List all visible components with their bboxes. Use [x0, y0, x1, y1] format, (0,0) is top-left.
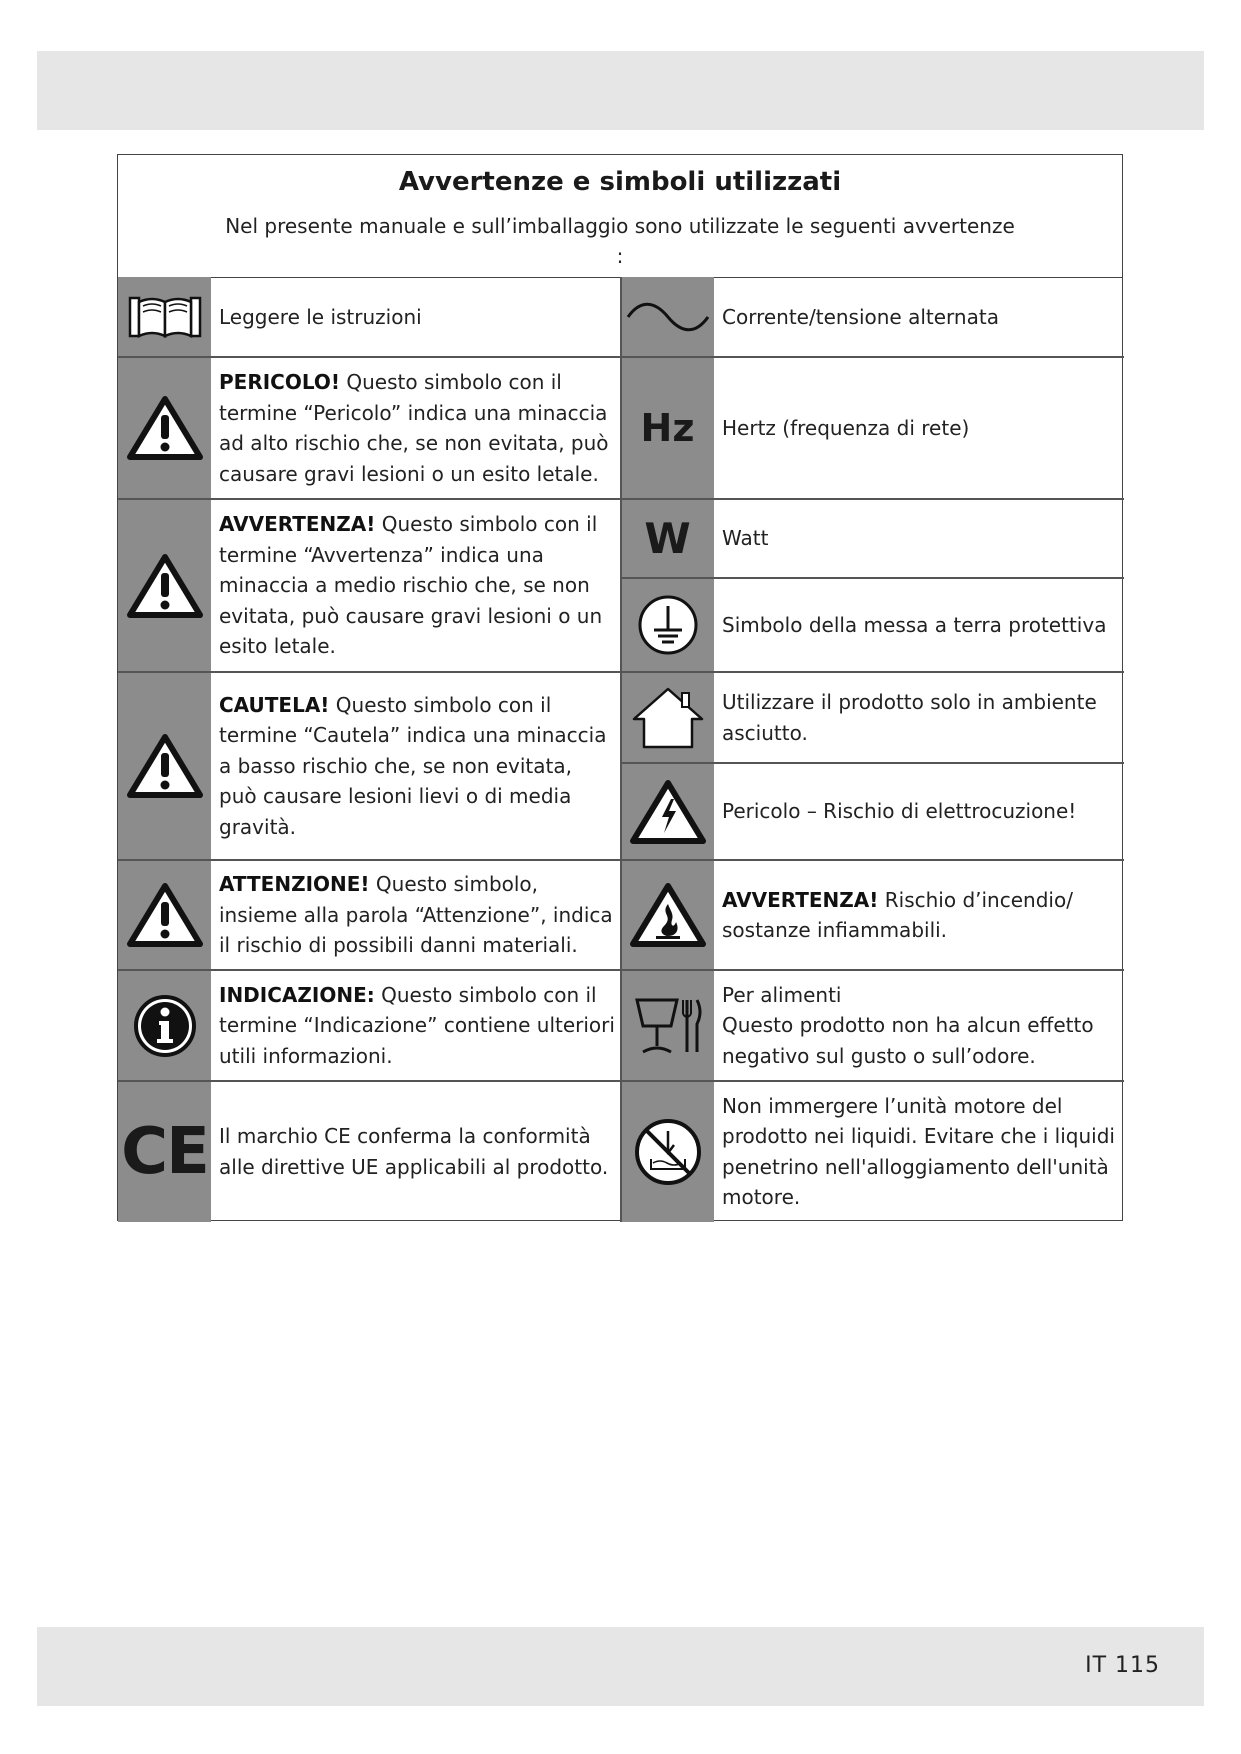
- do-not-immerse-icon: [621, 1081, 714, 1222]
- watt-icon: [621, 499, 714, 578]
- list-item: [211, 970, 621, 1081]
- list-item: [211, 357, 621, 499]
- row-divider: [118, 969, 621, 971]
- list-item: [714, 277, 1124, 357]
- item-text: Questo simbolo con il termine “Pericolo” indica una minaccia ad alto rischio che, se non evitata, può causare gravi lesioni o un esito letale.: [219, 370, 609, 486]
- item-label: AVVERTENZA!: [219, 512, 376, 537]
- watt-text: W: [644, 514, 691, 563]
- header-band: [37, 51, 1204, 130]
- protective-earth-icon: [621, 578, 714, 672]
- indoor-use-icon: [621, 672, 714, 763]
- info-icon: [118, 970, 211, 1081]
- footer-band: [37, 1627, 1204, 1706]
- item-text: Pericolo – Rischio di elettrocuzione!: [722, 799, 1077, 824]
- item-label: AVVERTENZA!: [722, 887, 879, 912]
- page-title: Avvertenze e simboli utilizzati: [398, 167, 842, 197]
- list-item: [211, 672, 621, 860]
- item-text: Questo simbolo con il termine “Cautela” indica una minaccia a basso rischio che, se non evitata, può causare lesioni lievi o di media gravità.: [219, 692, 607, 839]
- item-text: Simbolo della messa a terra protettiva: [722, 612, 1107, 637]
- table-subtitle: [118, 211, 1122, 271]
- item-text: Questo simbolo, insieme alla parola “Attenzione”, indica il rischio di possibili danni materiali.: [219, 872, 613, 958]
- row-divider: [621, 498, 1124, 500]
- list-item: [211, 277, 621, 357]
- hertz-text: Hz: [640, 406, 695, 450]
- item-text: Per alimenti: [722, 982, 842, 1007]
- item-text: Hertz (frequenza di rete): [722, 415, 970, 440]
- hertz-icon: [621, 357, 714, 499]
- subtitle-line-1: Nel presente manuale e sull’imballaggio sono utilizzate le seguenti avvertenze: [225, 214, 1015, 238]
- warning-triangle-icon: [118, 672, 211, 860]
- list-item: [714, 860, 1124, 970]
- symbols-table: [117, 154, 1123, 1221]
- row-divider: [621, 762, 1124, 764]
- row-divider: [118, 859, 621, 861]
- list-item: [714, 499, 1124, 578]
- ce-mark-icon: [118, 1081, 211, 1222]
- flammable-icon: [621, 860, 714, 970]
- row-divider: [621, 577, 1124, 579]
- ce-mark-text: CE: [121, 1114, 208, 1189]
- row-divider: [621, 969, 1124, 971]
- list-item: [714, 672, 1124, 763]
- table-header: [118, 155, 1122, 278]
- item-label: ATTENZIONE!: [219, 872, 370, 897]
- row-divider: [118, 1080, 621, 1082]
- item-label: INDICAZIONE:: [219, 982, 375, 1007]
- item-text: Questo simbolo con il termine “Avvertenza” indica una minaccia a medio rischio che, se non evitata, può causare gravi lesioni o un esito letale.: [219, 512, 603, 659]
- list-item: [714, 763, 1124, 860]
- item-text: Corrente/tensione alternata: [722, 304, 999, 329]
- row-divider: [118, 671, 621, 673]
- list-item: [714, 357, 1124, 499]
- row-divider: [118, 498, 621, 500]
- item-text: Questo simbolo con il termine “Indicazione” contiene ulteriori utili informazioni.: [219, 982, 615, 1068]
- item-text: Rischio d’incendio/ sostanze infiammabili.: [722, 887, 1073, 942]
- page-number: IT 115: [1085, 1653, 1160, 1678]
- item-text: Il marchio CE conferma la conformità alle direttive UE applicabili al prodotto.: [219, 1124, 609, 1179]
- item-label: PERICOLO!: [219, 370, 340, 394]
- item-text: Non immergere l’unità motore del prodotto nei liquidi. Evitare che i liquidi penetrino nell'alloggiamento dell'unità motore.: [722, 1093, 1115, 1209]
- row-divider: [118, 356, 621, 358]
- row-divider: [621, 356, 1124, 358]
- list-item: [211, 860, 621, 970]
- row-divider: [621, 859, 1124, 861]
- list-item: [211, 1081, 621, 1222]
- list-item: [714, 1081, 1124, 1222]
- row-divider: [621, 1080, 1124, 1082]
- warning-triangle-icon: [118, 499, 211, 672]
- food-safe-icon: [621, 970, 714, 1081]
- row-divider: [621, 671, 1124, 673]
- warning-triangle-icon: [118, 357, 211, 499]
- book-icon: [118, 277, 211, 357]
- item-text: Utilizzare il prodotto solo in ambiente asciutto.: [722, 690, 1097, 745]
- list-item: [211, 499, 621, 672]
- item-text: Leggere le istruzioni: [219, 304, 422, 329]
- alternating-current-icon: [621, 277, 714, 357]
- list-item: [714, 578, 1124, 672]
- list-item: [714, 970, 1124, 1081]
- subtitle-line-2: :: [616, 244, 624, 268]
- item-label: CAUTELA!: [219, 692, 330, 717]
- item-text: Watt: [722, 526, 769, 551]
- item-text: Questo prodotto non ha alcun effetto negativo sul gusto o sull’odore.: [722, 1013, 1094, 1068]
- electric-shock-icon: [621, 763, 714, 860]
- warning-triangle-icon: [118, 860, 211, 970]
